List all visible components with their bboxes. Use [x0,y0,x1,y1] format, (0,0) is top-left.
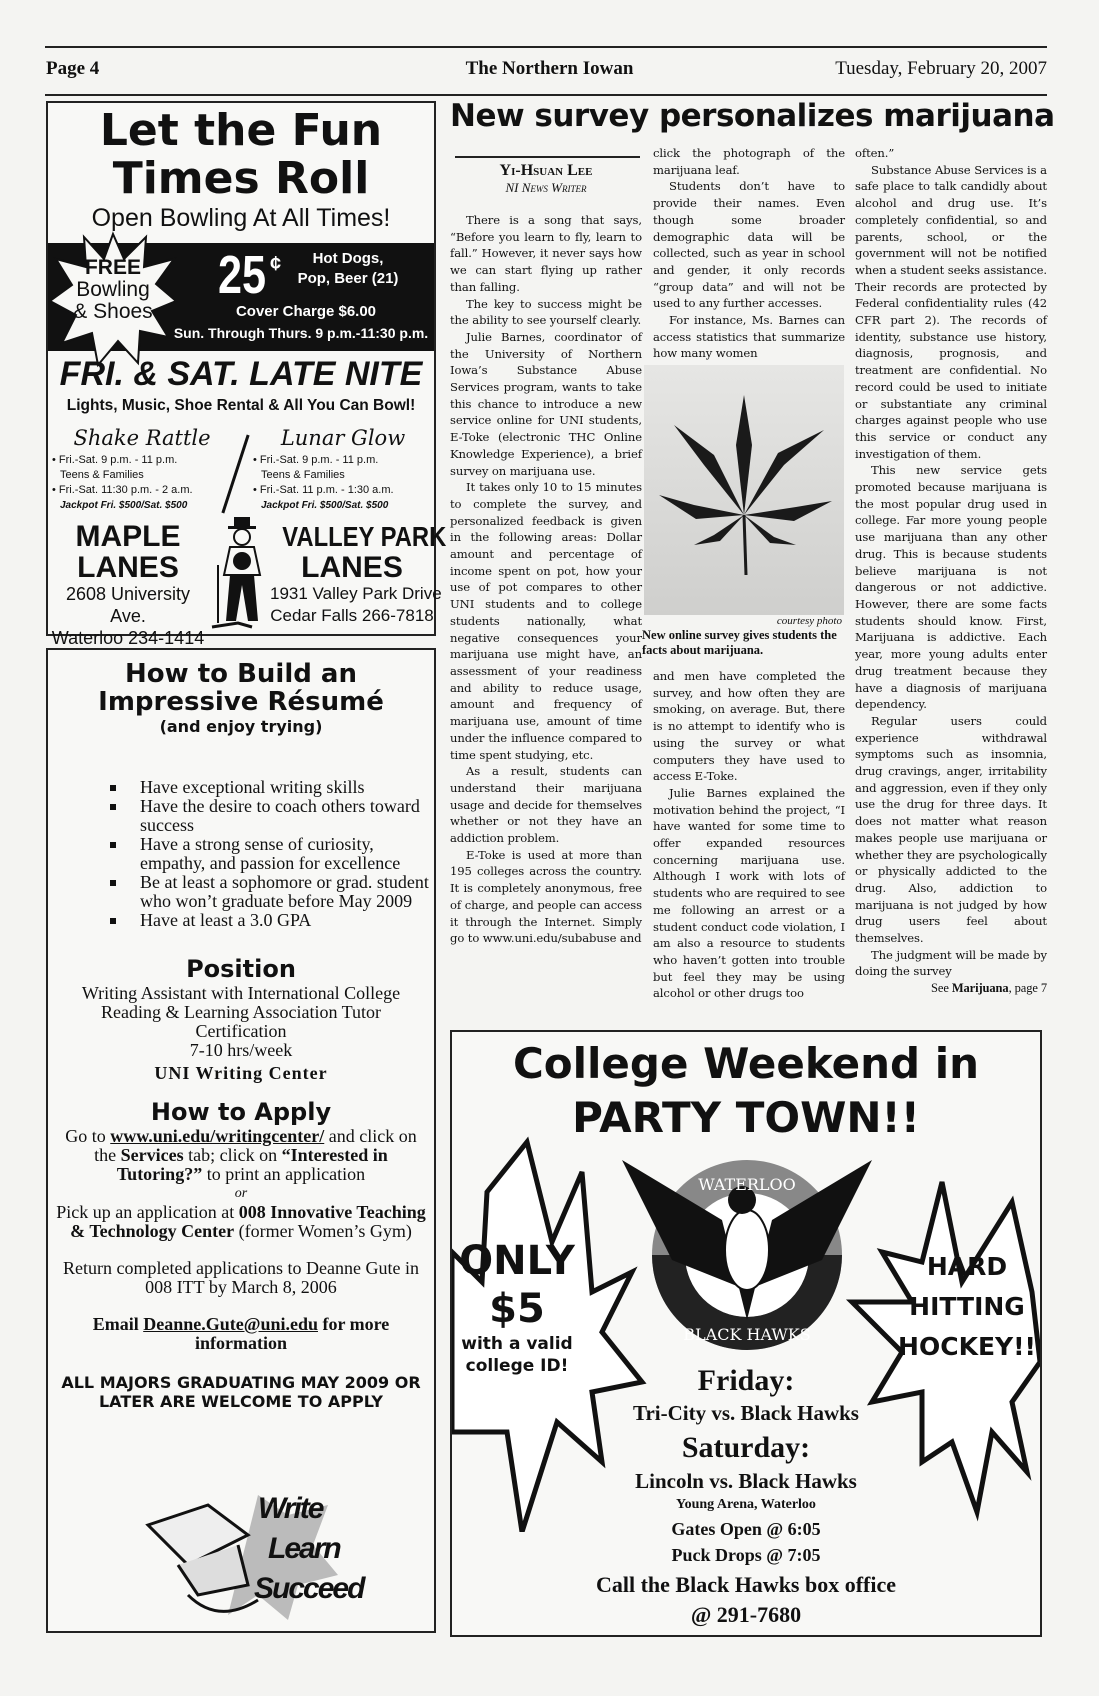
text: Email [92,1314,144,1334]
paragraph: Regular users could experience withdrawal symptoms such as insomnia, drug cravings, anger, irritability and aggression, even if they only use the drug for three days. It does not matter what reason makes people use marijuana or whether they are psychologically or physically addicted to the drug. Also, addiction to marijuana is not judged by how drug users feel about themselves. [855,713,1047,946]
event-line: • Fri.-Sat. 11:30 p.m. - 2 a.m. [52,484,193,496]
event-title: Shake Rattle [73,426,211,450]
maple-lanes [48,521,208,649]
text: to print an application [202,1164,366,1184]
apply-online [48,1127,434,1184]
position-heading: Position [186,955,296,983]
lunar-glow-block [253,423,433,513]
event-line: • Fri.-Sat. 9 p.m. - 11 p.m. [52,454,178,466]
issue-date: Tuesday, February 20, 2007 [835,58,1047,79]
text: for more information [195,1314,390,1353]
shake-rattle-block [52,423,232,513]
gates-time: Gates Open @ 6:05 [671,1519,821,1539]
ad-headline-1: Let the Fun [99,105,383,156]
event-line: Teens & Families [261,469,345,481]
write-learn-succeed-logo [138,1485,364,1625]
requirement: Have a strong sense of curiosity, empathy, and passion for excellence [110,835,434,873]
lane-city: Cedar Falls 266-7818 [270,606,434,625]
burst-line: Bowling [76,278,150,301]
jackpot: Jackpot Fri. $500/Sat. $500 [261,500,389,511]
apply-in-person [48,1203,434,1241]
schedule [552,1364,940,1568]
article-column-3 [855,145,1047,997]
deal-line: Hot Dogs, [312,250,384,267]
requirement: Have at least a 3.0 GPA [110,911,434,930]
byline-rule [455,156,640,158]
burst-line: with a valid [461,1334,573,1354]
logo-word: Write [258,1492,323,1525]
lane-city: Waterloo 234-1414 [51,628,205,648]
email-link[interactable]: Deanne.Gute@uni.edu [143,1314,318,1334]
cover-charge: Cover Charge $6.00 [235,303,377,320]
requirement: Have the desire to coach others toward success [110,797,434,835]
valley-park-lanes [270,521,447,627]
venue: Young Arena, Waterloo [676,1497,816,1512]
lane-address: 2608 University Ave. [65,584,191,626]
saturday-game: Lincoln vs. Black Hawks [635,1469,857,1493]
ad-title-2: Impressive Résumé [98,687,384,717]
paragraph: As a result, students can understand their marijuana usage and decide for themselves whether or not they have an addiction problem. [450,764,642,846]
text: “Interested in Tutoring?” [116,1145,388,1184]
puck-time: Puck Drops @ 7:05 [671,1545,821,1565]
return-info: Return completed applications to Deanne Gute in 008 ITT by March 8, 2006 [63,1258,419,1297]
article-headline: New survey personalizes marijuana [450,98,1055,134]
late-nite-sub: Lights, Music, Shoe Rental & All You Can Bowl! [66,397,416,414]
paragraph: It takes only 10 to 15 minutes to complete the survey, and personalized feedback is given in the following areas: Dollar amount and percentage of income spent on pot, how your use of pot compares to other UNI students and to college students nationally, what negative consequences your marijuana use might have, an assessment of your readiness and ability to reduce usage, amount and frequency of marijuana use, amount of time under the influence compared to time spent studying, etc. [450,480,642,762]
top-rule [45,46,1047,48]
ad-subhead: Open Bowling At All Times! [91,204,391,232]
ad-title-1: How to Build an [125,659,357,689]
position-hours: 7-10 hrs/week [189,1040,293,1060]
paragraph: and men have completed the survey, and how often they are smoking, on average. But, there is no attempt to identify who is using the survey or what computers they have used to access E-Toke. [653,669,845,784]
paragraph: The judgment will be made by doing the survey [855,947,1047,979]
author-role: NI News Writer [505,180,587,195]
lane-address: 1931 Valley Park Drive [270,584,442,603]
email-info [48,1315,434,1353]
deal-line: Pop, Beer (21) [297,270,399,287]
paragraph: often.” [855,146,895,160]
box-office [452,1570,1040,1630]
burst-line: college ID! [465,1356,569,1376]
apply-heading: How to Apply [150,1098,332,1126]
text: Pick up an application at [56,1202,239,1222]
text: Marijuana [951,981,1009,996]
lane-name: VALLEY PARK [282,521,447,552]
writing-center-ad [46,648,436,1633]
text: Services [120,1145,184,1165]
article-column-2-bottom [653,668,845,1002]
hockey-title-2: PARTY TOWN!! [572,1093,920,1142]
leaf-icon [644,365,844,615]
text: tab; click on [183,1145,282,1165]
late-nite-title: FRI. & SAT. LATE NITE [59,355,423,393]
closing-banner: ALL MAJORS GRADUATING MAY 2009 OR LATER ARE WELCOME TO APPLY [61,1373,421,1411]
event-line: • Fri.-Sat. 11 p.m. - 1:30 a.m. [253,484,394,496]
jackpot: Jackpot Fri. $500/Sat. $500 [60,500,188,511]
or-text: or [234,1186,248,1201]
paragraph: Julie Barnes explained the motivation behind the project, “I have wanted for some time to offer expanded resources concerning marijuana use. Although I work with lots of students who are required to see me following an arrest or a student conduct code violation, I am also a resource to students who haven’t gotten into trouble but feel they may be using alcohol or other drugs too [653,785,845,1001]
page-number: Page 4 [46,58,100,79]
phone-number: @ 291-7680 [690,1602,802,1627]
paragraph: Students don’t have to provide their names. Even though some broader demographic data will be collected, such as year in school and gender, it only records “group data” and will not be used to any further accesses. [653,179,845,311]
header-rule [45,94,1047,96]
paragraph: The key to success might be the ability to see yourself clearly. [450,296,642,328]
hockey-ad [450,1030,1042,1637]
marijuana-leaf-photo [644,365,844,615]
author-name: Yi-Hsuan Lee [499,162,593,179]
logo-word: Learn [268,1532,340,1565]
saturday-label: Saturday: [681,1431,811,1464]
burst-line: & Shoes [73,300,153,323]
friday-game: Tri-City vs. Black Hawks [633,1401,859,1425]
lane-name: MAPLE [75,520,181,553]
hockey-burst [892,1247,1042,1367]
paragraph: Julie Barnes, coordinator of the University of Northern Iowa’s Substance Abuse Services program, wants to take this chance to introduce a new service online for UNI students, E-Toke (electronic THC Online Knowledge Experience), a brief survey on marijuana use. [450,329,642,478]
lane-name: LANES [77,551,179,584]
paragraph: For instance, Ms. Barnes can access statistics that summarize how many women [653,313,845,361]
paragraph: This new service gets promoted because marijuana is the most popular drug used in college. Far more young people use marijuana than any other drug. This is because students believe marijuana is not dangerous or not addictive. However, there are some facts students should know. First, Marijuana is addictive. Each year, more young adults enter drug treatment because they have a diagnosis of marijuana dependency. [855,463,1047,712]
burst-line: $5 [489,1286,545,1332]
logo-words [254,1489,364,1609]
logo-word: Succeed [254,1572,364,1605]
byline [450,162,642,196]
burst-line: ONLY [459,1238,575,1284]
hockey-title-1: College Weekend in [512,1039,980,1088]
photo-caption: New online survey gives students the facts about marijuana. [642,628,837,657]
ad-title-3: (and enjoy trying) [159,717,323,736]
logo-top-text: WATERLOO [698,1175,796,1194]
jump-line[interactable] [855,980,1047,997]
friday-label: Friday: [697,1364,795,1397]
promo-band [48,243,434,351]
paper-name: The Northern Iowan [465,58,634,79]
logo-bottom-text: BLACK HAWKS [683,1325,811,1344]
text: and click on the [94,1126,417,1165]
requirement: Be at least a sophomore or grad. student who won’t graduate before May 2009 [110,873,434,911]
requirement: Have exceptional writing skills [110,778,434,797]
article-column-1 [450,212,642,947]
paragraph: There is a song that says, “Before you learn to fly, learn to fall.” However, it never says how we can start flying up rather than falling. [450,213,642,294]
free-bowling-burst [70,257,156,323]
lane-name: LANES [301,551,403,584]
text: Go to [65,1126,111,1146]
writing-center-link[interactable]: www.uni.edu/writingcenter/ [110,1126,325,1146]
black-hawks-logo-icon [622,1140,872,1360]
burst-line: HARD [926,1252,1008,1281]
call-text: Call the Black Hawks box office [595,1572,897,1597]
paragraph: E-Toke is used at more than 195 colleges across the country. It is completely anonymous, free of charge, and people can access it through the Internet. Simply go to www.uni.edu/subabuse and [450,847,642,946]
text: 008 Innovative Teaching & Technology Center [70,1202,426,1241]
bowling-ad [46,101,447,648]
position-desc: Writing Assistant with International College Reading & Learning Association Tutor Certification [81,983,401,1041]
food-deals [288,249,408,289]
article-column-2-top [653,145,845,362]
burst-line: HOCKEY!! [898,1332,1036,1361]
requirements-list [110,778,434,930]
event-line: Teens & Families [60,469,144,481]
ad-headline-2: Times Roll [112,153,370,204]
paragraph: click the photograph of the marijuana leaf. [653,146,845,177]
burst-line: HITTING [909,1292,1025,1321]
text: See [931,981,952,996]
text: , page 7 [1008,981,1047,996]
text: (former Women’s Gym) [234,1221,412,1241]
event-line: • Fri.-Sat. 9 p.m. - 11 p.m. [253,454,379,466]
price-burst [450,1237,592,1377]
event-title: Lunar Glow [280,426,406,450]
bowler-mascot-icon [208,515,278,633]
burst-line: FREE [84,256,141,279]
cents-sign: ¢ [270,253,282,275]
photo-credit: courtesy photo [776,615,842,627]
paragraph: Substance Abuse Services is a safe place to talk candidly about alcohol and drug use. It’s completely confidential, so and parents, school, or the government will not be notified when a student seeks assistance. Their records are protected by Federal confidentiality rules (42 CFR part 2). The records of identity, substance use history, diagnosis, prognosis, and treatment are confidential. No record could be used to initiate or substantiate any criminal charges against people who use this service or conduct any investigation of them. [855,162,1047,461]
center-name: UNI Writing Center [154,1063,328,1083]
price: 25 [218,245,267,305]
weekday-hours: Sun. Through Thurs. 9 p.m.-11:30 p.m. [173,325,429,341]
